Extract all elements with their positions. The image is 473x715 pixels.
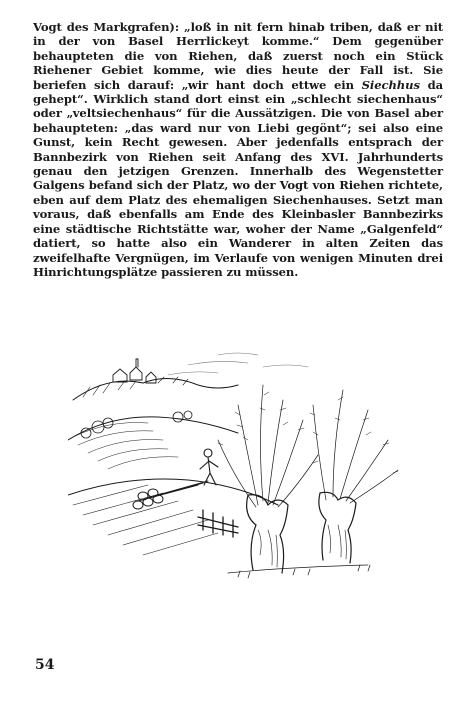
log-pile	[133, 481, 208, 509]
willow-tree-right	[310, 390, 398, 563]
sky-hatching	[168, 353, 308, 375]
willow-tree-left	[218, 385, 318, 573]
middle-hill	[68, 417, 238, 440]
woodcut-illustration	[68, 345, 403, 585]
bushes	[81, 411, 192, 438]
ground-grass	[228, 565, 370, 578]
worker-figure	[200, 449, 218, 485]
paragraph-text-2: da gehept“. Wirklich stand dort einst ein „schlecht siechenhaus“ oder „veltsiechenhaus“ für die Aussätzigen. Die von Basel aber behaupteten: „das ward nur von Liebi gegönt“; sei also eine Gunst, kein Recht gewesen. Aber jedenfalls entsprach der Bannbezirk von Riehen seit Anfang des XVI. Jahrhunderts genau den jetzigen Grenzen. Innerhalb des Wegenstetter Galgens befand sich der Platz, wo der Vogt von Riehen richtete, eben auf dem Platz des ehemaligen Siechenhauses. Setzt man voraus, daß ebenfalls am Ende des Kleinbasler Bannbezirks eine städtische Richtstätte war, woher der Name „Galgenfeld“ datiert, so hatte also ein Wanderer in alten Zeiten das zweifelhafte Vergnügen, im Verlaufe von wenigen Minuten drei Hinrichtungsplätze passieren zu müssen.	[33, 77, 443, 279]
paragraph-text-1: Vogt des Markgrafen): „loß in nit fern hinab triben, daß er nit in der von Basel Herrlickeyt komme.“ Dem gegenüber behaupteten die von Riehen, daß zuerst noch ein Stück Riehener Gebiet komme, wie dies heute der Fall ist. Sie beriefen sich darauf: „wir hant doch ettwe ein	[33, 20, 443, 92]
page-number: 54	[35, 657, 55, 673]
italic-term-siechhus: Siechhus	[361, 77, 420, 92]
distant-hill	[73, 378, 238, 400]
body-paragraph	[33, 20, 443, 279]
field-furrows	[73, 485, 218, 555]
village-houses	[113, 359, 156, 383]
